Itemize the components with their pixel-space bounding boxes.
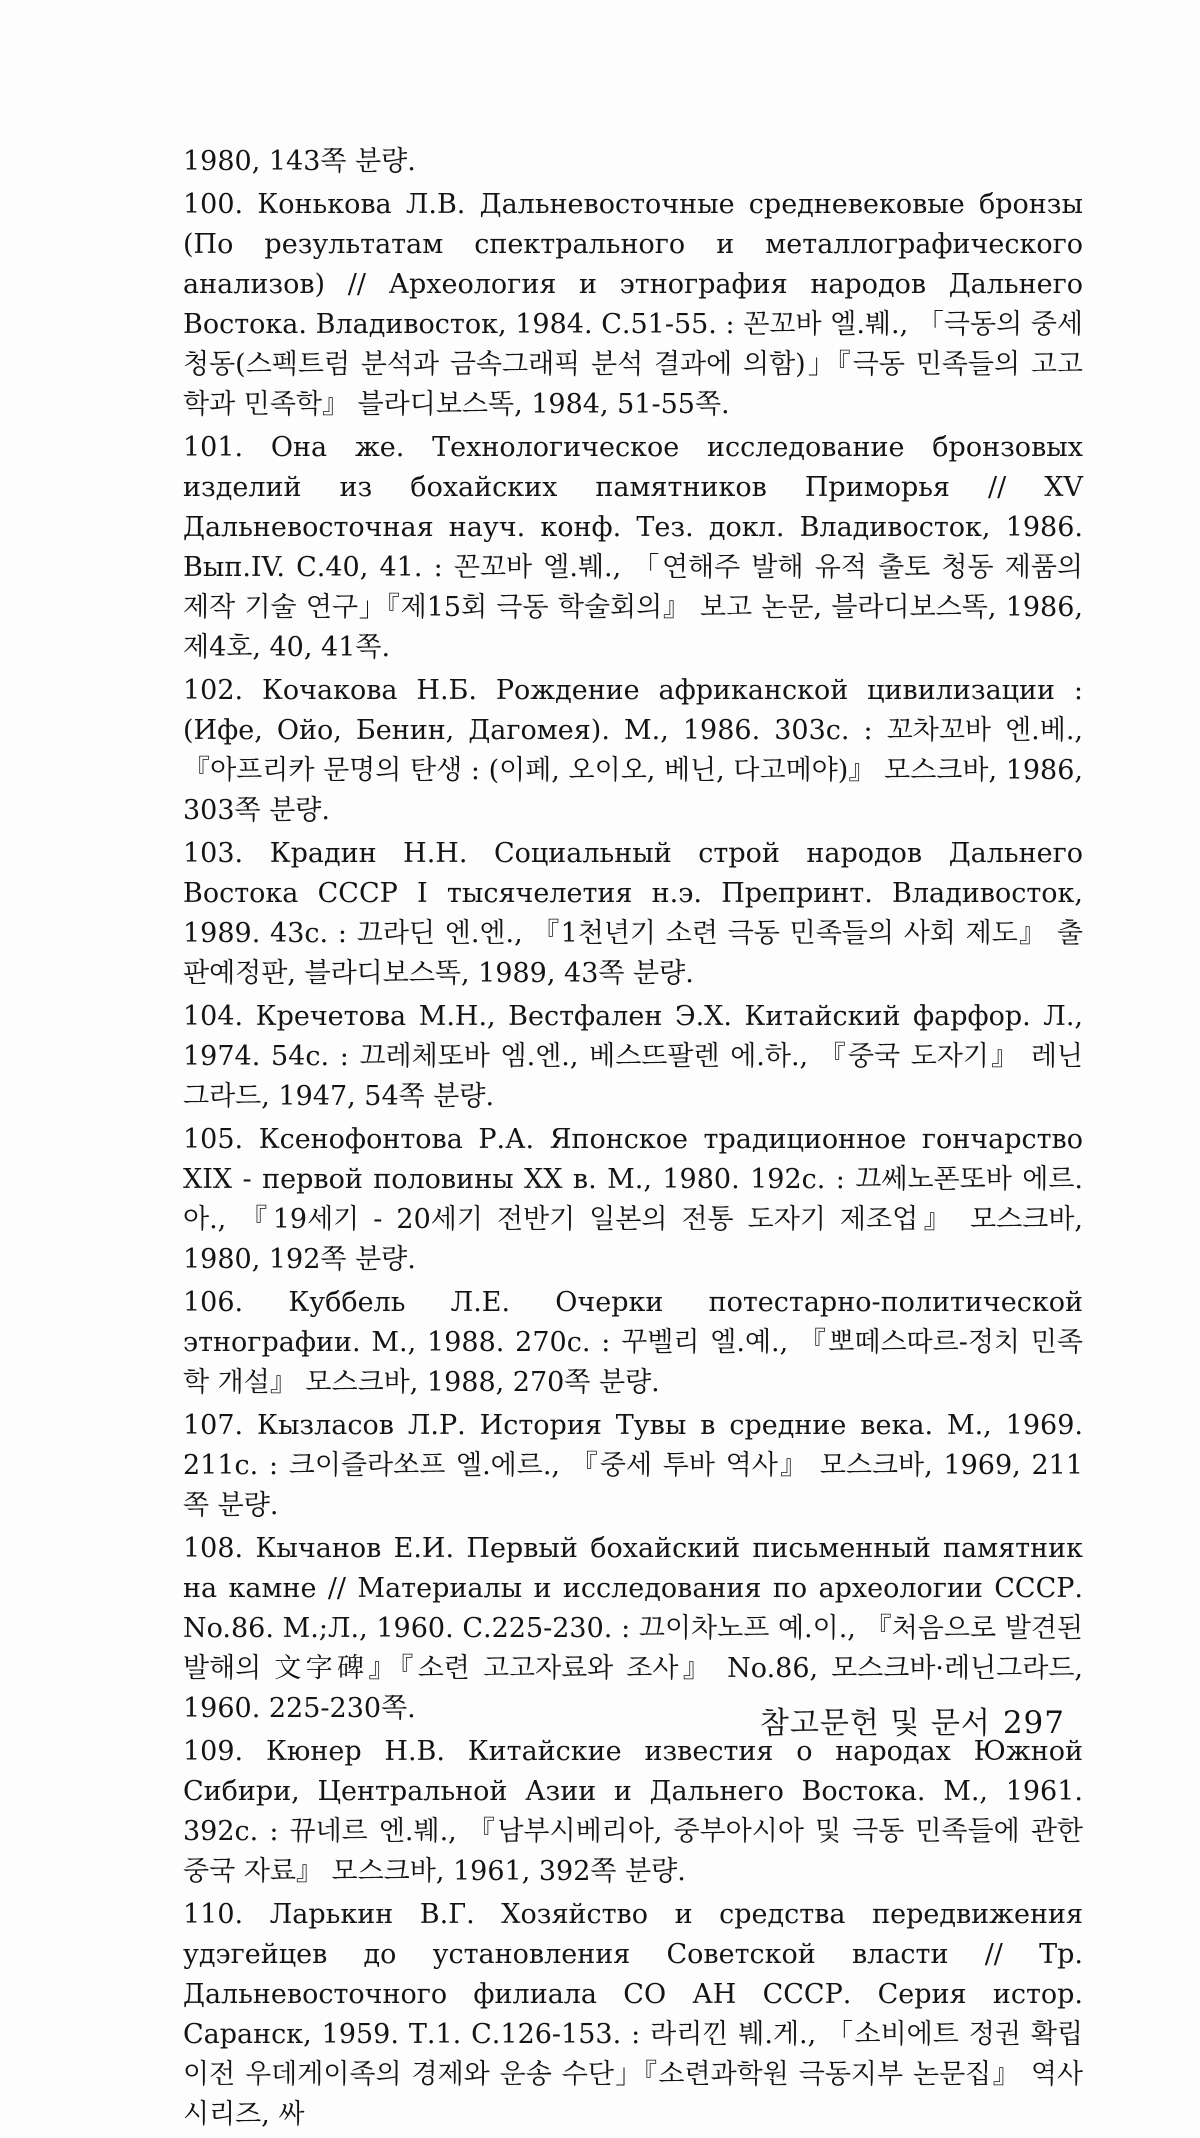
reference-text: Крадин Н.Н. Социальный строй народов Дальнего Востока СССР I тысячелетия н.э. Препринт. Владивосток, 1989. 43с. : 끄라딘 엔.엔., 『1천년기 소련 극동 민족들의 사회 제도』 출판예정판, 블라디보스똑, 1989, 43쪽 분량. [183, 838, 1083, 989]
reference-number: 110. [183, 1899, 244, 1930]
continuation-text: 1980, 143쪽 분량. [183, 146, 416, 177]
reference-number: 100. [183, 189, 244, 220]
reference-number: 108. [183, 1533, 244, 1564]
reference-entry [183, 185, 1083, 425]
reference-entry [183, 428, 1083, 668]
reference-number: 105. [183, 1124, 244, 1155]
reference-entry [183, 1895, 1083, 2135]
reference-number: 101. [183, 432, 244, 463]
reference-entry [183, 834, 1083, 994]
reference-text: Кычанов Е.И. Первый бохайский письменный памятник на камне // Материалы и исследования по археологии СССР. No.86. М.;Л., 1960. С.225-230. : 끄이차노프 예.이., 『처음으로 발견된 발해의 文字碑』『소련 고고자료와 조사』 No.86, 모스크바·레닌그라드, 1960. 225-230쪽. [183, 1533, 1083, 1724]
reference-list [183, 185, 1083, 2135]
reference-text: Она же. Технологическое исследование бронзовых изделий из бохайских памятников Приморья // XV Дальневосточная науч. конф. Тез. докл. Владивосток, 1986. Вып.IV. С.40, 41. : 꼰꼬바 엘.붸., 「연해주 발해 유적 출토 청동 제품의 제작 기술 연구」『제15회 극동 학술회의』 보고 논문, 블라디보스똑, 1986, 제4호, 40, 41쪽. [183, 432, 1083, 663]
reference-number: 102. [183, 675, 244, 706]
page-number: 297 [1002, 1705, 1065, 1741]
reference-number: 106. [183, 1287, 244, 1318]
reference-entry [183, 1120, 1083, 1280]
reference-entry [183, 1406, 1083, 1526]
reference-text: Конькова Л.В. Дальневосточные средневековые бронзы (По результатам спектрального и металлографического анализов) // Археология и этнография народов Дальнего Востока. Владивосток, 1984. С.51-55. : 꼰꼬바 엘.붸., 「극동의 중세 청동(스펙트럼 분석과 금속그래픽 분석 결과에 의함)」『극동 민족들의 고고학과 민족학』 블라디보스똑, 1984, 51-55쪽. [183, 189, 1083, 420]
reference-text: Ксенофонтова Р.А. Японское традиционное гончарство XIX - первой половины XX в. М., 1980. 192с. : 끄쎄노폰또바 에르.아., 『19세기 - 20세기 전반기 일본의 전통 도자기 제조업』 모스크바, 1980, 192쪽 분량. [183, 1124, 1083, 1275]
reference-text: Куббель Л.Е. Очерки потестарно-политической этнографии. М., 1988. 270с. : 꾸벨리 엘.예., 『뽀떼스따르-정치 민족학 개설』 모스크바, 1988, 270쪽 분량. [183, 1287, 1083, 1398]
reference-text: Ларькин В.Г. Хозяйство и средства передвижения удэгейцев до установления Советской власти // Тр. Дальневосточного филиала СО АН СССР. Серия истор. Саранск, 1959. Т.1. С.126-153. : 라리낀 붸.게., 「소비에트 정권 확립 이전 우데게이족의 경제와 운송 수단」『소련과학원 극동지부 논문집』 역사 시리즈, 싸 [183, 1899, 1083, 2130]
reference-number: 103. [183, 838, 244, 869]
reference-number: 107. [183, 1410, 244, 1441]
reference-entry [183, 1283, 1083, 1403]
page-footer [760, 1698, 1065, 1742]
reference-number: 109. [183, 1736, 244, 1767]
reference-entry [183, 997, 1083, 1117]
reference-text: Кызласов Л.Р. История Тувы в средние века. М., 1969. 211с. : 크이즐라쏘프 엘.에르., 『중세 투바 역사』 모스크바, 1969, 211쪽 분량. [183, 1410, 1083, 1521]
reference-number: 104. [183, 1001, 244, 1032]
reference-text: Кочакова Н.Б. Рождение африканской цивилизации : (Ифе, Ойо, Бенин, Дагомея). М., 1986. 303с. : 꼬차꼬바 엔.베., 『아프리카 문명의 탄생 : (이페, 오이오, 베닌, 다고메야)』 모스크바, 1986, 303쪽 분량. [183, 675, 1083, 826]
footer-section-title: 참고문헌 및 문서 [759, 1706, 991, 1741]
page-body [183, 142, 1083, 2138]
reference-text: Кречетова М.Н., Вестфален Э.Х. Китайский фарфор. Л., 1974. 54с. : 끄레체또바 엠.엔., 베스뜨팔렌 에.하., 『중국 도자기』 레닌그라드, 1947, 54쪽 분량. [183, 1001, 1083, 1112]
reference-text: Кюнер Н.В. Китайские известия о народах Южной Сибири, Центральной Азии и Дальнего Востока. М., 1961. 392с. : 뀨네르 엔.붸., 『남부시베리아, 중부아시아 및 극동 민족들에 관한 중국 자료』 모스크바, 1961, 392쪽 분량. [183, 1736, 1083, 1887]
reference-entry [183, 671, 1083, 831]
reference-entry [183, 1732, 1083, 1892]
